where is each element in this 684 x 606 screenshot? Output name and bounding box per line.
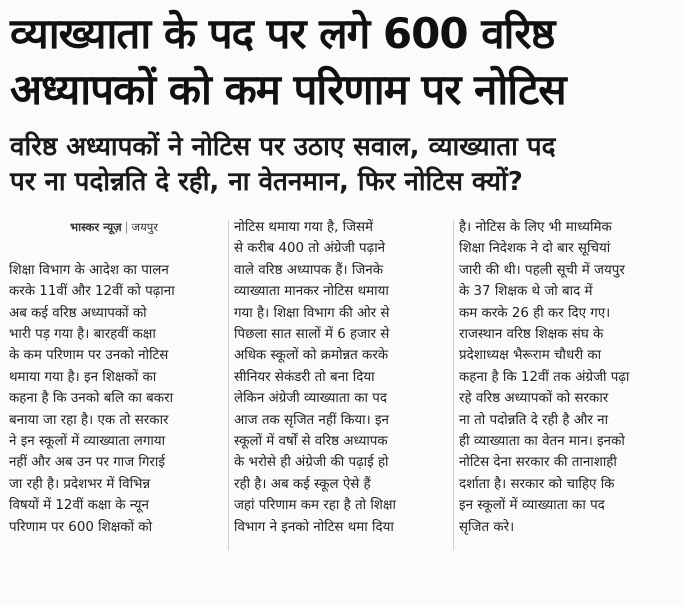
text-line: प्रदेशाध्यक्ष भैरूराम चौधरी का: [459, 348, 602, 364]
text-line: कहना है कि उनको बलि का बकरा: [9, 391, 174, 407]
text-line: अब कई वरिष्ठ अध्यापकों को: [9, 305, 147, 321]
byline-agency: भास्कर न्यूज़: [70, 220, 122, 234]
text-line: गया है। शिक्षा विभाग की ओर से: [234, 305, 390, 321]
text-line: पिछला सात सालों में 6 हजार से: [234, 327, 390, 343]
text-line: सृजित करे।: [459, 519, 515, 535]
text-line: नोटिस देना सरकार की तानाशाही: [459, 455, 617, 471]
text-line: स्कूलों में वर्षों से वरिष्ठ अध्यापक: [234, 434, 388, 450]
text-line: थमाया गया है। इन शिक्षकों का: [9, 369, 157, 385]
article-column-2: [234, 217, 444, 538]
text-line: ना तो पदोन्नति दे रही है और ना: [459, 412, 609, 428]
text-line: ही व्याख्याता का वेतन मान। इनको: [459, 434, 625, 450]
text-line: आज तक सृजित नहीं किया। इन: [234, 412, 389, 428]
article-column-1: [9, 217, 219, 538]
text-line: जा रही है। प्रदेशभर में विभिन्न: [9, 476, 151, 492]
text-line: जारी की थी। पहली सूची में जयपुर: [459, 262, 625, 278]
text-line: नोटिस थमाया गया है, जिसमें: [234, 220, 374, 235]
text-line: रहे वरिष्ठ अध्यापकों को सरकार: [459, 391, 609, 407]
text-line: वाले वरिष्ठ अध्यापक हैं। जिनके: [234, 262, 383, 278]
text-line: शिक्षा निदेशक ने दो बार सूचियां: [459, 241, 611, 257]
text-line: बनाया जा रहा है। एक तो सरकार: [9, 412, 169, 428]
text-line: जहां परिणाम कम रहा है तो शिक्षा: [234, 498, 396, 514]
subheadline-line-2: पर ना पदोन्नति दे रही, ना वेतनमान, फिर नोटिस क्यों?: [10, 167, 523, 197]
text-line: अधिक स्कूलों को क्रमोन्नत करके: [234, 348, 389, 364]
text-line: करके 11वीं और 12वीं को पढ़ाना: [9, 284, 175, 300]
text-line: के 37 शिक्षक थे जो बाद में: [459, 284, 593, 300]
text-line: कम करके 26 ही कर दिए गए।: [459, 305, 611, 321]
text-line: राजस्थान वरिष्ठ शिक्षक संघ के: [459, 327, 604, 343]
text-line: नहीं और अब उन पर गाज गिराई: [9, 455, 165, 471]
text-line: रही है। अब कई स्कूल ऐसे हैं: [234, 476, 371, 492]
text-line: विषयों में 12वीं कक्षा के न्यून: [9, 498, 149, 514]
subheadline: [10, 130, 674, 200]
text-line: से करीब 400 तो अंग्रेजी पढ़ाने: [234, 241, 386, 257]
headline-line-1: व्याख्याता के पद पर लगे 600 वरिष्ठ: [10, 9, 555, 58]
article-column-3: [459, 217, 669, 538]
text-line: विभाग ने इनको नोटिस थमा दिया: [234, 519, 394, 535]
text-line: शिक्षा विभाग के आदेश का पालन: [9, 262, 169, 278]
text-line: व्याख्याता मानकर नोटिस थमाया: [234, 284, 389, 300]
text-line: इन स्कूलों में व्याख्याता का पद: [459, 498, 605, 514]
text-line: है। नोटिस के लिए भी माध्यमिक: [459, 220, 612, 235]
byline-separator: |: [124, 220, 129, 234]
byline: [9, 217, 219, 238]
subheadline-line-1: वरिष्ठ अध्यापकों ने नोटिस पर उठाए सवाल, व्याख्याता पद: [10, 132, 556, 162]
text-line: परिणाम पर 600 शिक्षकों को: [9, 519, 153, 535]
text-line: सीनियर सेकंडरी तो बना दिया: [234, 369, 375, 385]
text-line: के भरोसे ही अंग्रेजी की पढ़ाई हो: [234, 455, 389, 471]
text-line: लेकिन अंग्रेजी व्याख्याता का पद: [234, 391, 387, 407]
text-line: के कम परिणाम पर उनको नोटिस: [9, 348, 169, 364]
column-divider: [228, 220, 229, 550]
headline-line-2: अध्यापकों को कम परिणाम पर नोटिस: [10, 65, 566, 114]
column-divider: [453, 220, 454, 550]
text-line: दर्शाता है। सरकार को चाहिए कि: [459, 476, 615, 492]
text-line: ने इन स्कूलों में व्याख्याता लगाया: [9, 434, 166, 450]
byline-city: जयपुर: [131, 220, 158, 234]
text-line: कहना है कि 12वीं तक अंग्रेजी पढ़ा: [459, 369, 630, 385]
headline: [10, 6, 674, 118]
text-line: भारी पड़ गया है। बारहवीं कक्षा: [9, 327, 156, 342]
